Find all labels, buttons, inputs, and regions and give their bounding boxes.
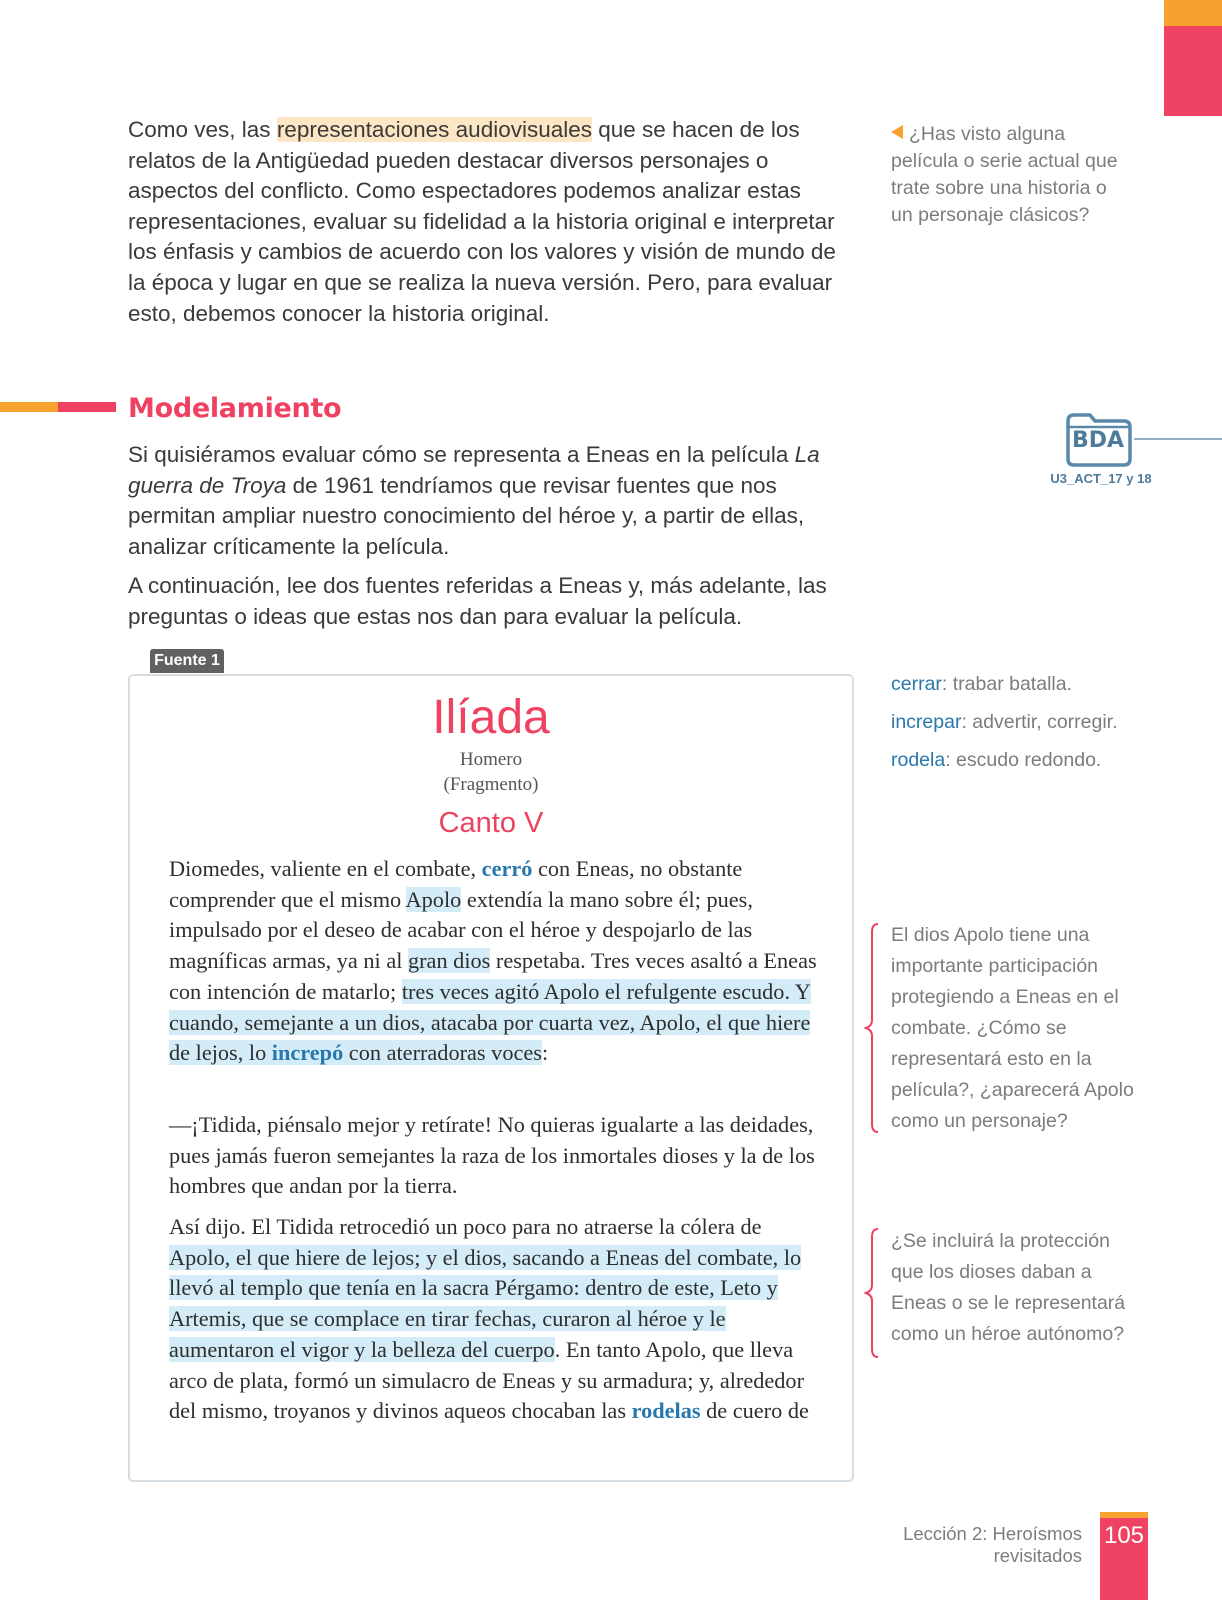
- page-number: 105: [1100, 1518, 1148, 1600]
- bda-connector-line: [1134, 438, 1222, 440]
- bda-folder-icon[interactable]: [1062, 407, 1134, 469]
- corner-tab-orange: [1164, 0, 1222, 26]
- footer-lesson: Lección 2: Heroísmos revisitados: [903, 1523, 1082, 1566]
- glossary-term: cerrar: [891, 673, 942, 695]
- bda-label: BDA: [1071, 428, 1125, 453]
- text-run: de cuero de: [700, 1398, 809, 1424]
- text-run: Diomedes, valiente en el combate,: [169, 856, 482, 881]
- glossary-word: rodelas: [631, 1398, 701, 1424]
- side-question-text: ¿Has visto alguna película o serie actual que trate sobre una historia o un personaje clásicos?: [891, 123, 1118, 226]
- text-run: con Eneas, no obstante comprender que el mismo: [169, 856, 743, 912]
- source-paragraph-3: [169, 1212, 824, 1427]
- glossary-definition: : advertir, corregir.: [961, 711, 1118, 733]
- glossary-term: rodela: [891, 749, 946, 771]
- brace-icon: [864, 1227, 886, 1359]
- text-run: respetaba. Tres veces asaltó a Eneas con intención de matarlo;: [169, 948, 817, 1004]
- section-bar-orange: [0, 402, 58, 412]
- glossary-definition: : trabar batalla.: [941, 673, 1072, 695]
- highlighted-text: Apolo, el que hiere de lejos; y el dios, sacando a Eneas del combate, lo llevó al templo que tenía en la sacra Pérgamo: dentro de este, Leto y Artemis, que se complace en tirar fechas, curaron al héroe y le aumentaron el vigor y la belleza del cuerpo: [169, 1244, 802, 1362]
- glossary-word: cerró: [481, 856, 533, 881]
- glossary-term: increpar: [891, 711, 962, 733]
- source-canto: Canto V: [438, 807, 544, 839]
- intro-text-start: Como ves, las: [128, 117, 277, 142]
- text-run: :: [541, 1040, 549, 1066]
- text-run: extendía la mano sobre él; pues, impulsado por el deseo de acabar con el héroe y despojarlo de las magníficas armas, ya ni al: [169, 886, 753, 974]
- glossary-item: [891, 711, 1191, 734]
- bda-code: U3_ACT_17 y 18: [1050, 471, 1152, 486]
- source-paragraph-2: —¡Tidida, piénsalo mejor y retírate! No quieras igualarte a las deidades, pues jamás fueron semejantes la raza de los inmortales dioses y la de los hombres que andan por la tierra.: [169, 1112, 815, 1199]
- film-title: La guerra de Troya: [128, 442, 820, 498]
- highlighted-text: Apolo: [405, 886, 462, 912]
- glossary-word: increpó: [271, 1040, 344, 1066]
- highlighted-text: con aterradoras voces: [343, 1040, 542, 1066]
- source-tag: Fuente 1: [150, 649, 224, 673]
- modeling-paragraph-1: [128, 440, 858, 562]
- source-fragment-note: (Fragmento): [443, 774, 539, 795]
- side-question: [891, 121, 1131, 229]
- modeling-text-b: de 1961 tendríamos que revisar fuentes que nos permitan ampliar nuestro conocimiento del héroe y, a partir de ellas, analizar críticamente la película.: [128, 472, 805, 559]
- source-title: Ilíada: [432, 691, 550, 744]
- text-run: Así dijo. El Tidida retrocedió un poco para no atraerse la cólera de: [169, 1214, 762, 1239]
- margin-note-2: ¿Se incluirá la protección que los dioses daban a Eneas o se le representará como un héroe autónomo?: [891, 1230, 1126, 1345]
- glossary-item: [891, 673, 1191, 696]
- intro-text-end: que se hacen de los relatos de la Antigüedad pueden destacar diversos personajes o aspectos del conflicto. Como espectadores podemos analizar estas representaciones, evaluar su fidelidad a la historia original e interpretar los énfasis y cambios de acuerdo con los valores y visión de mundo de la época y lugar en que se realiza la nueva versión. Pero, para evaluar esto, debemos conocer la historia original.: [128, 117, 836, 326]
- glossary-definition: : escudo redondo.: [945, 749, 1102, 771]
- highlighted-text: gran dios: [407, 948, 491, 974]
- glossary-item: [891, 749, 1191, 772]
- text-run: . En tanto Apolo, que lleva arco de plata, formó un simulacro de Eneas y su armadura; y, alrededor del mismo, troyanos y divinos aqueos chocaban las: [169, 1336, 805, 1424]
- highlighted-text: tres veces agitó Apolo el refulgente escudo. Y cuando, semejante a un dios, atacaba por cuarta vez, Apolo, el que hiere de lejos, lo: [169, 978, 811, 1066]
- brace-icon: [864, 922, 886, 1134]
- modeling-paragraph-2: A continuación, lee dos fuentes referidas a Eneas y, más adelante, las preguntas o ideas que estas nos dan para evaluar la película.: [128, 573, 827, 629]
- intro-highlight: representaciones audiovisuales: [276, 117, 593, 142]
- arrow-left-icon: [891, 125, 903, 139]
- modeling-text-a: Si quisiéramos evaluar cómo se representa a Eneas en la película: [128, 442, 795, 467]
- section-bar-red: [58, 402, 116, 412]
- intro-paragraph: [128, 115, 848, 329]
- source-author: Homero: [459, 749, 523, 770]
- margin-note-1: El dios Apolo tiene una importante participación protegiendo a Eneas en el combate. ¿Cómo se representará esto en la película?, ¿aparecerá Apolo como un personaje?: [891, 924, 1134, 1132]
- source-paragraph-1: [169, 854, 824, 1069]
- corner-tab-red: [1164, 26, 1222, 116]
- section-title: Modelamiento: [128, 393, 342, 424]
